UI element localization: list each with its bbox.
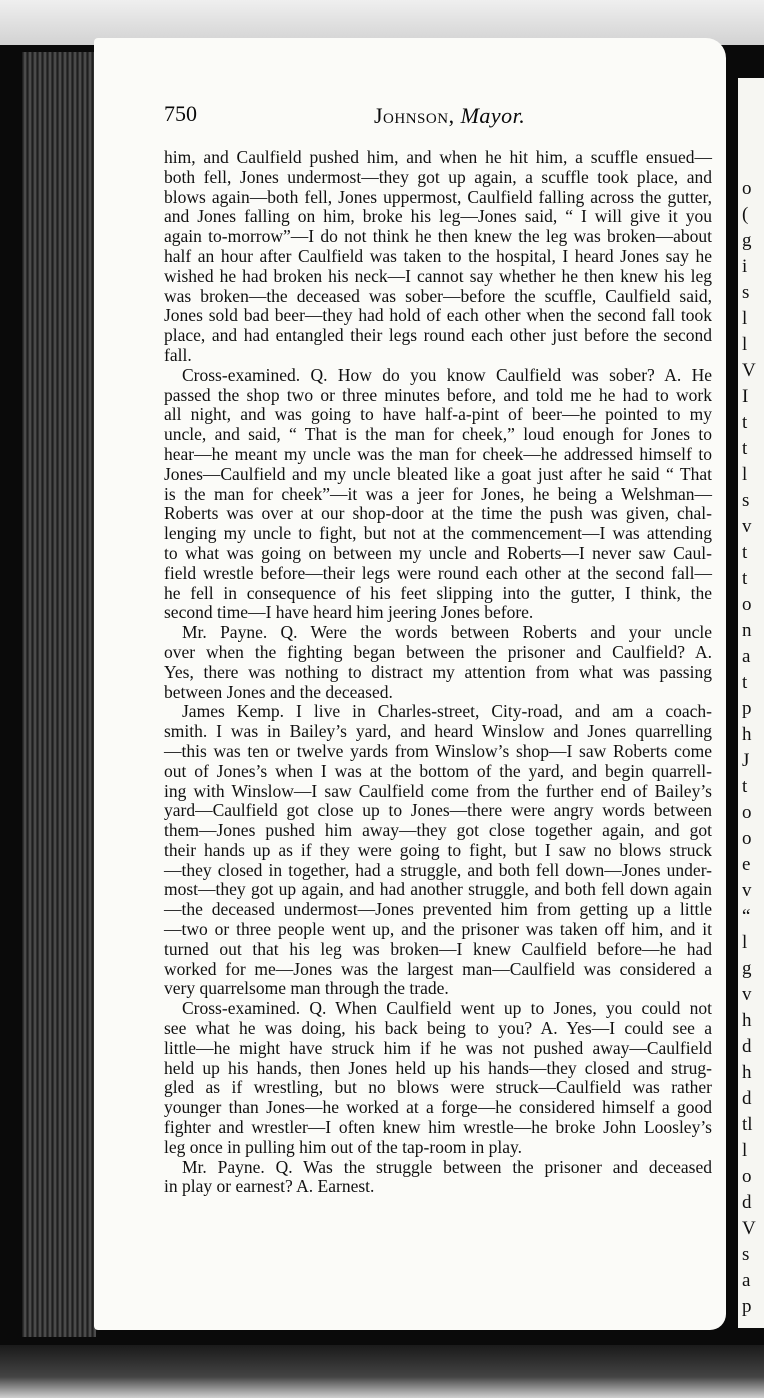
facing-page-glyph: o [742,178,752,199]
facing-page-glyph: p [742,698,752,719]
facing-page-glyph: e [742,854,751,875]
facing-page-glyph: t [742,568,748,589]
facing-page-glyph: h [742,1010,752,1031]
text-line: Mr. Payne. Q. Was the struggle between the prisoner and deceased [182,1156,712,1177]
text-line: out of Jones’s when I was at the bottom of the yard, and begin quarrell- [164,760,712,781]
text-line: both fell, Jones undermost—they got up again, a scuffle took place, and [164,166,712,187]
running-head [374,103,525,129]
facing-page-glyph: i [742,256,748,277]
facing-page-glyph: l [742,464,748,485]
text-line: passed the shop two or three minutes before, and told me he had to work [164,384,712,405]
text-line: Roberts was over at our shop-door at the time the push was given, chal- [164,503,712,524]
facing-page-glyph: V [742,1218,756,1239]
text-line: turned out that his leg was broken—I knew Caulfield before—he had [164,938,712,959]
running-head-title: Mayor. [460,103,526,128]
facing-page-glyph: s [742,282,750,303]
text-line: smith. I was in Bailey’s yard, and heard Winslow and Jones quarrelling [164,721,712,742]
facing-page-glyph: t [742,776,748,797]
book-spine [22,52,96,1337]
text-line: gled as if wrestling, but no blows were struck—Caulfield was rather [164,1077,712,1098]
text-line: he fell in consequence of his feet slipping into the gutter, I think, the [164,582,712,603]
facing-page-glyph: o [742,802,752,823]
facing-page-glyph: d [742,1192,752,1213]
scanner-bottom-edge [0,1345,764,1398]
facing-page-glyph: g [742,958,752,979]
text-line: over when the fighting began between the prisoner and Caulfield? A. [164,641,712,662]
facing-page-glyph: h [742,724,752,745]
text-line: him, and Caulfield pushed him, and when he hit him, a scuffle ensued— [164,147,712,167]
facing-page-glyph: t [742,412,748,433]
text-line: them—Jones pushed him away—they got close together again, and got [164,820,712,841]
text-line: in play or earnest? A. Earnest. [164,1176,375,1197]
text-line: most—they got up again, and had another struggle, and both fell down again [164,879,712,900]
text-line: second time—I have heard him jeering Jones before. [164,602,534,623]
body-text [164,148,712,1197]
text-line: all night, and was going to have half-a-pint of beer—he pointed to my [164,404,712,425]
text-line: and Jones falling on him, broke his leg—Jones said, “ I will give it you [164,206,712,227]
page-header [164,101,704,131]
text-line: again to-morrow”—I do not think he then knew the leg was broken—about [164,226,712,247]
facing-page-glyph: J [742,750,750,771]
facing-page-glyph: o [742,594,752,615]
text-line: Yes, there was nothing to distract my attention from what was passing [164,661,712,682]
facing-page-glyph: s [742,1244,750,1265]
text-line: was broken—the deceased was sober—before the scuffle, Caulfield said, [164,285,712,306]
text-line: very quarrelsome man through the trade. [164,978,449,999]
facing-page-glyph: t [742,542,748,563]
text-line: younger than Jones—he worked at a forge—he considered himself a good [164,1097,712,1118]
facing-page-edge [738,78,764,1328]
facing-page-glyph: s [742,490,750,511]
facing-page-glyph: v [742,984,752,1005]
text-line: James Kemp. I live in Charles-street, City-road, and am a coach- [182,701,712,722]
facing-page-glyph: a [742,1270,751,1291]
facing-page-glyph: n [742,620,752,641]
facing-page-glyph: h [742,1062,752,1083]
text-line: fighter and wrestler—I often knew him wrestle—he broke John Loosley’s [164,1117,712,1138]
text-line: Jones sold bad beer—they had hold of each other when the second fall took [164,305,712,326]
facing-page-glyph: “ [742,906,751,927]
text-line: held up his hands, then Jones held up his hands—they closed and strug- [164,1057,712,1078]
text-line: yard—Caulfield got close up to Jones—there were angry words between [164,800,712,821]
text-line: —they closed in together, had a struggle, and both fell down—Jones under- [164,859,712,880]
facing-page-glyph: g [742,230,752,251]
text-line: between Jones and the deceased. [164,681,393,702]
text-line: Cross-examined. Q. When Caulfield went up to Jones, you could not [182,998,712,1019]
facing-page-glyph: V [742,360,756,381]
text-line: —this was ten or twelve yards from Winslow’s shop—I saw Roberts come [164,740,712,761]
facing-page-glyph: l [742,1140,748,1161]
text-line: half an hour after Caulfield was taken to the hospital, I heard Jones say he [164,245,712,266]
text-line: see what he was doing, his back being to you? A. Yes—I could see a [164,1018,712,1039]
text-line: field wrestle before—their legs were round each other at the second fall— [164,562,712,583]
text-line: Cross-examined. Q. How do you know Caulfield was sober? A. He [182,364,712,385]
facing-page-glyph: v [742,516,752,537]
facing-page-glyph: l [742,334,748,355]
text-line: leg once in pulling him out of the tap-room in play. [164,1136,523,1157]
facing-page-glyph: t [742,672,748,693]
text-line: to what was going on between my uncle and Roberts—I never saw Caul- [164,542,712,563]
text-line: their hands up as if they were going to fight, but I saw no blows struck [164,839,712,860]
facing-page-glyph: ( [742,204,749,225]
text-line: uncle, and said, “ That is the man for cheek,” loud enough for Jones to [164,424,712,445]
facing-page-glyph: l [742,308,748,329]
facing-page-glyph: I [742,386,749,407]
text-line: little—he might have struck him if he was not pushed away—Caulfield [164,1037,712,1058]
text-line: —two or three people went up, and the prisoner was taken off him, and it [164,919,712,940]
text-line: Jones—Caulfield and my uncle bleated like a goat just after he said “ That [164,463,712,484]
facing-page-glyph: d [742,1088,752,1109]
facing-page-glyph: o [742,828,752,849]
text-line: worked for me—Jones was the largest man—Caulfield was considered a [164,958,712,979]
facing-page-glyph: o [742,1166,752,1187]
running-head-name: Johnson, [374,103,455,128]
facing-page-glyph: tl [742,1114,753,1135]
facing-page-glyph: v [742,880,752,901]
page-number: 750 [164,101,197,126]
text-line: Mr. Payne. Q. Were the words between Roberts and your uncle [182,622,712,643]
facing-page-glyph: t [742,438,748,459]
text-line: hear—he meant my uncle was the man for cheek—he addressed himself to [164,443,712,464]
text-line: blows again—both fell, Jones uppermost, Caulfield falling across the gutter, [164,186,712,207]
text-line: lenging my uncle to fight, but not at the commencement—I was attending [164,523,712,544]
facing-page-glyph: p [742,1296,752,1317]
text-line: —the deceased undermost—Jones prevented him from getting up a little [164,899,712,920]
text-line: ing with Winslow—I saw Caulfield come from the further end of Bailey’s [164,780,712,801]
text-line: wished he had broken his neck—I cannot say whether he then knew his leg [164,265,712,286]
text-line: is the man for cheek”—it was a jeer for Jones, he being a Welshman— [164,483,712,504]
facing-page-glyph: d [742,1036,752,1057]
facing-page-glyph: l [742,932,748,953]
facing-page-glyph: a [742,646,751,667]
text-line: place, and had entangled their legs round each other just before the second [164,325,712,346]
text-line: fall. [164,344,192,365]
